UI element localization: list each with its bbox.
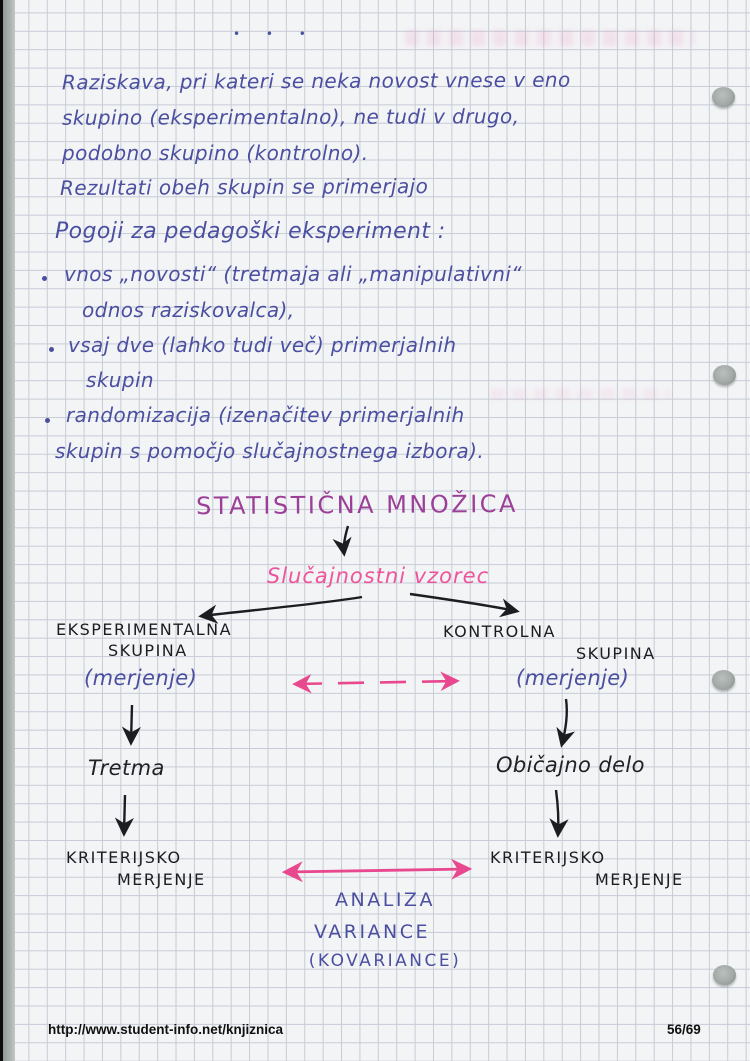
ink-bleed-through <box>405 30 695 46</box>
measurement-label: (merjenje) <box>516 666 630 690</box>
intro-line: podobno skupino (kontrolno). <box>62 141 369 165</box>
experimental-group-label: EKSPERIMENTALNA <box>56 620 233 639</box>
bullet-line: vnos „novosti“ (tretmaja ali „manipulativni“ <box>64 262 523 286</box>
footer-page-number: 56/69 <box>667 1022 701 1037</box>
criterion-measure-label: MERJENJE <box>595 870 684 889</box>
bullet-dot <box>42 276 47 281</box>
analysis-label: VARIANCE <box>313 921 431 943</box>
bullet-line: skupin s pomočjo slučajnostnega izbora). <box>55 439 485 463</box>
control-group-label: SKUPINA <box>576 644 656 663</box>
measurement-label: (merjenje) <box>84 666 198 690</box>
diagram-title: STATISTIČNA MNOŽICA <box>195 489 519 521</box>
usual-work-label: Običajno delo <box>496 753 645 777</box>
footer-source-url: http://www.student-info.net/knjiznica <box>48 1022 283 1037</box>
analysis-label: ANALIZA <box>335 889 435 911</box>
scan-left-edge <box>3 0 15 1061</box>
hole-punch <box>712 670 735 690</box>
hole-punch <box>713 965 736 985</box>
bullet-line: randomizacija (izenačitev primerjalnih <box>66 403 465 427</box>
experimental-group-label: SKUPINA <box>108 641 188 660</box>
control-group-label: KONTROLNA <box>443 622 556 641</box>
hole-punch <box>712 87 735 107</box>
analysis-label: (KOVARIANCE) <box>308 951 462 971</box>
criterion-measure-label: KRITERIJSKO <box>490 848 606 867</box>
intro-line: skupino (eksperimentalno), ne tudi v drugo, <box>61 104 520 130</box>
criterion-measure-label: MERJENJE <box>117 870 206 889</box>
bullet-line: skupin <box>86 368 155 392</box>
intro-line: Rezultati obeh skupin se primerjajo <box>59 174 429 200</box>
bullet-dot <box>49 347 54 352</box>
bullet-dot <box>45 418 50 423</box>
ink-bleed-through <box>490 388 670 400</box>
intro-line: Raziskava, pri kateri se neka novost vnese v eno <box>61 67 571 95</box>
treatment-label: Tretma <box>88 756 165 780</box>
header-dots: • • • <box>233 27 317 41</box>
bullet-line: vsaj dve (lahko tudi več) primerjalnih <box>68 333 457 357</box>
section-heading: Pogoji za pedagoški eksperiment : <box>55 219 446 244</box>
criterion-measure-label: KRITERIJSKO <box>66 848 182 867</box>
sample-label: Slučajnostni vzorec <box>266 564 490 588</box>
hole-punch <box>713 365 736 385</box>
bullet-line: odnos raziskovalca), <box>82 298 295 322</box>
